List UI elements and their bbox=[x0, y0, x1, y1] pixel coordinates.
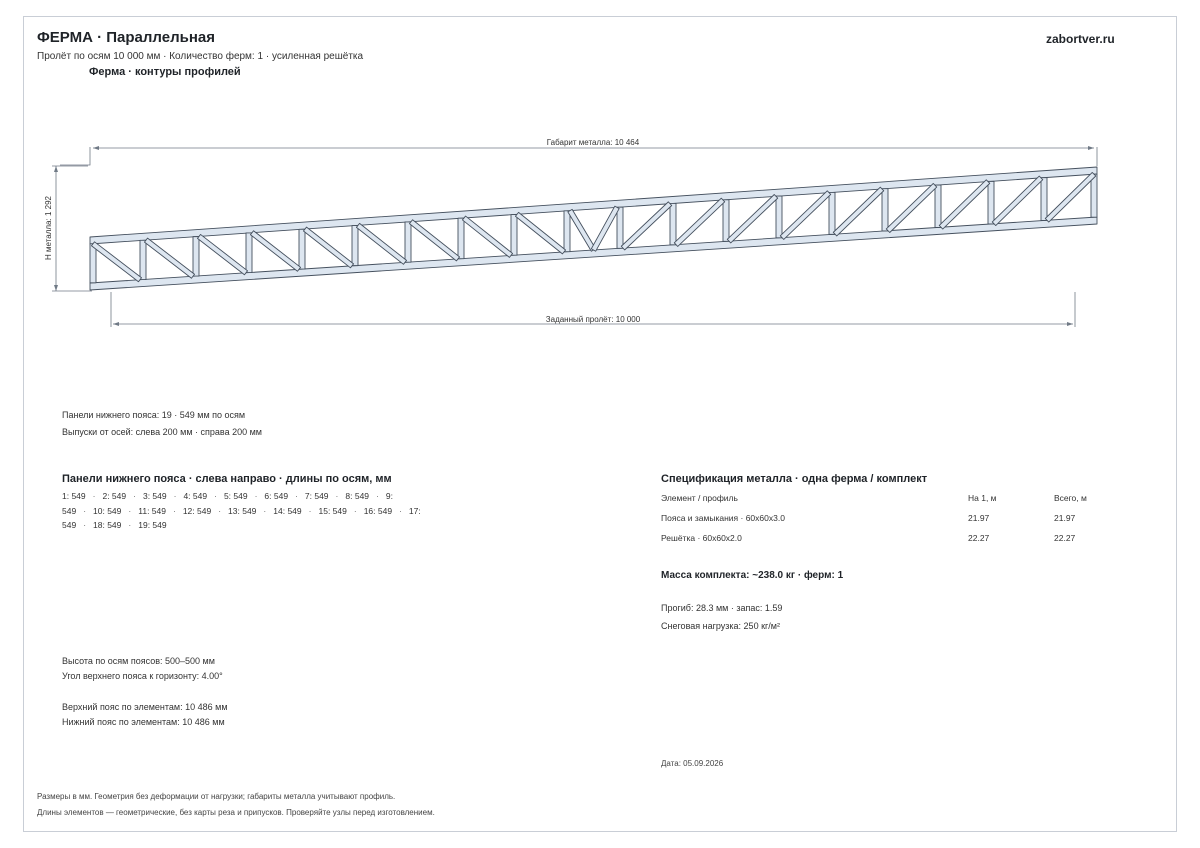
panels-info: Панели нижнего пояса: 19 · 549 мм по осям bbox=[62, 410, 246, 420]
panel-separator: · bbox=[335, 491, 339, 501]
panel-length-item: 15: 549 bbox=[318, 505, 347, 516]
bottom-chord-info: Нижний пояс по элементам: 10 486 мм bbox=[62, 717, 225, 727]
diagonal-member bbox=[144, 238, 194, 278]
spec-row-total: 22.27 bbox=[1054, 533, 1076, 543]
vertical-member bbox=[405, 222, 411, 262]
spec-col-total: Всего, м bbox=[1054, 493, 1087, 503]
date-label: Дата: 05.09.2026 bbox=[661, 759, 724, 768]
panel-separator: · bbox=[172, 505, 176, 516]
end-post bbox=[90, 244, 96, 283]
site-name: zabortver.ru bbox=[1046, 32, 1115, 46]
page-subtitle: Пролёт по осям 10 000 мм · Количество ферм: 1 · усиленная решётка bbox=[37, 51, 364, 62]
panel-length-item: 14: 549 bbox=[273, 505, 302, 516]
mass-summary: Масса комплекта: ~238.0 кг · ферм: 1 bbox=[661, 570, 844, 581]
vertical-member bbox=[458, 218, 464, 258]
panel-separator: · bbox=[128, 505, 132, 516]
vertical-member bbox=[670, 203, 676, 244]
vertical-member bbox=[1041, 178, 1047, 221]
vertical-member bbox=[882, 189, 888, 231]
angle-info: Угол верхнего пояса к горизонту: 4.00° bbox=[62, 671, 223, 681]
spec-row-element: Решётка · 60x60x2.0 bbox=[661, 533, 742, 543]
vertical-member bbox=[246, 233, 252, 273]
span-label: Заданный пролёт: 10 000 bbox=[545, 315, 641, 324]
diagonal-member bbox=[197, 234, 247, 274]
panel-separator: · bbox=[128, 520, 132, 530]
panel-separator: · bbox=[308, 505, 312, 516]
vertical-member bbox=[140, 240, 146, 279]
spec-header: Спецификация металла · одна ферма / комплект bbox=[661, 473, 928, 485]
diagonal-member bbox=[674, 198, 724, 246]
panel-length-item: 17: 549 bbox=[62, 505, 421, 530]
panel-length-item: 1: 549 bbox=[62, 491, 86, 501]
diagonal-member bbox=[462, 216, 512, 257]
vertical-member bbox=[352, 226, 358, 266]
panels-list bbox=[62, 489, 422, 533]
overhang-info: Выпуски от осей: слева 200 мм · справа 200 мм bbox=[62, 427, 262, 437]
spec-col-element: Элемент / профиль bbox=[661, 493, 738, 503]
panel-separator: · bbox=[92, 491, 96, 501]
diagonal-member bbox=[1045, 172, 1096, 222]
diagonal-member bbox=[621, 202, 671, 250]
diagonal-member bbox=[939, 180, 989, 229]
truss-drawing bbox=[0, 0, 1200, 360]
overall-dim-arrow-left bbox=[93, 146, 99, 150]
spec-col-per-one: На 1, м bbox=[968, 493, 997, 503]
vertical-member bbox=[299, 229, 305, 269]
panel-separator: · bbox=[83, 520, 87, 530]
panel-length-item: 19: 549 bbox=[138, 520, 167, 530]
panel-separator: · bbox=[376, 491, 379, 501]
panel-length-item: 12: 549 bbox=[182, 505, 212, 516]
span-dim-arrow-left bbox=[113, 322, 119, 326]
panel-length-item: 2: 549 bbox=[102, 491, 127, 501]
panel-length-item: 9: 549 bbox=[62, 491, 393, 516]
drawing-title: Ферма · контуры профилей bbox=[89, 66, 241, 78]
diagonal-member bbox=[356, 223, 406, 264]
diagonal-member bbox=[992, 176, 1042, 225]
vertical-member bbox=[829, 192, 835, 234]
panel-length-item: 3: 549 bbox=[142, 491, 167, 501]
panel-separator: · bbox=[214, 491, 217, 501]
panel-length-item: 10: 549 bbox=[93, 505, 122, 516]
vertical-member bbox=[723, 200, 729, 242]
span-dim-arrow-right bbox=[1067, 322, 1073, 326]
vertical-member bbox=[193, 237, 199, 276]
vertical-member bbox=[776, 196, 782, 238]
diagonal-member bbox=[91, 242, 141, 282]
diagonal-member bbox=[833, 187, 883, 236]
panel-length-item: 5: 549 bbox=[223, 491, 248, 501]
panel-separator: · bbox=[254, 491, 258, 501]
panel-length-item: 11: 549 bbox=[138, 505, 166, 516]
diagonal-member bbox=[250, 231, 300, 272]
vertical-member bbox=[988, 181, 994, 224]
panel-length-item: 4: 549 bbox=[183, 491, 208, 501]
height-dim-arrow-bottom bbox=[54, 285, 58, 291]
snow-load-info: Снеговая нагрузка: 250 кг/м² bbox=[661, 621, 780, 631]
height-dim-arrow-top bbox=[54, 166, 58, 172]
panel-separator: · bbox=[133, 491, 136, 501]
panel-length-item: 16: 549 bbox=[363, 505, 393, 516]
spec-row-per-one: 22.27 bbox=[968, 533, 990, 543]
vertical-member bbox=[511, 215, 517, 256]
diagonal-member bbox=[303, 227, 353, 268]
height-info: Высота по осям поясов: 500–500 мм bbox=[62, 656, 215, 666]
end-post bbox=[1091, 174, 1097, 217]
overall-dim-left-ext bbox=[60, 147, 90, 165]
height-label: Н металла: 1 292 bbox=[44, 196, 53, 260]
vertical-member bbox=[935, 185, 941, 227]
panel-separator: · bbox=[353, 505, 357, 516]
vertical-member bbox=[564, 211, 570, 252]
footer-note-1: Размеры в мм. Геометрия без деформации от нагрузки; габариты металла учитывают профиль. bbox=[37, 792, 396, 801]
page-title: ФЕРМА · Параллельная bbox=[37, 29, 216, 46]
deflection-info: Прогиб: 28.3 мм · запас: 1.59 bbox=[661, 603, 783, 613]
panel-length-item: 13: 549 bbox=[228, 505, 257, 516]
vertical-member bbox=[617, 207, 623, 248]
panel-separator: · bbox=[295, 491, 298, 501]
panel-separator: · bbox=[399, 505, 402, 516]
panel-length-item: 18: 549 bbox=[93, 520, 122, 530]
top-chord-info: Верхний пояс по элементам: 10 486 мм bbox=[62, 702, 228, 712]
diagonal-member bbox=[780, 191, 830, 240]
panel-separator: · bbox=[218, 505, 222, 516]
overall-dim-arrow-right bbox=[1088, 146, 1094, 150]
panel-separator: · bbox=[173, 491, 177, 501]
panel-length-item: 7: 549 bbox=[304, 491, 329, 501]
spec-row-element: Пояса и замыкания · 60x60x3.0 bbox=[661, 513, 785, 523]
spec-row-total: 21.97 bbox=[1054, 513, 1076, 523]
overall-length-label: Габарит металла: 10 464 bbox=[546, 138, 640, 147]
panel-length-item: 8: 549 bbox=[345, 491, 370, 501]
footer-note-2: Длины элементов — геометрические, без карты реза и припусков. Проверяйте узлы перед изготовлением. bbox=[37, 808, 435, 817]
panel-separator: · bbox=[263, 505, 267, 516]
truss-members bbox=[90, 167, 1097, 290]
diagonal-member bbox=[886, 183, 936, 232]
diagonal-member bbox=[409, 220, 459, 261]
diagonal-member bbox=[515, 212, 565, 254]
diagonal-member bbox=[591, 206, 619, 251]
spec-row-per-one: 21.97 bbox=[968, 513, 990, 523]
panels-header: Панели нижнего пояса · слева направо · длины по осям, мм bbox=[62, 473, 392, 485]
diagonal-member bbox=[568, 209, 596, 251]
panel-length-item: 6: 549 bbox=[264, 491, 289, 501]
panel-separator: · bbox=[83, 505, 87, 516]
diagonal-member bbox=[727, 195, 777, 243]
